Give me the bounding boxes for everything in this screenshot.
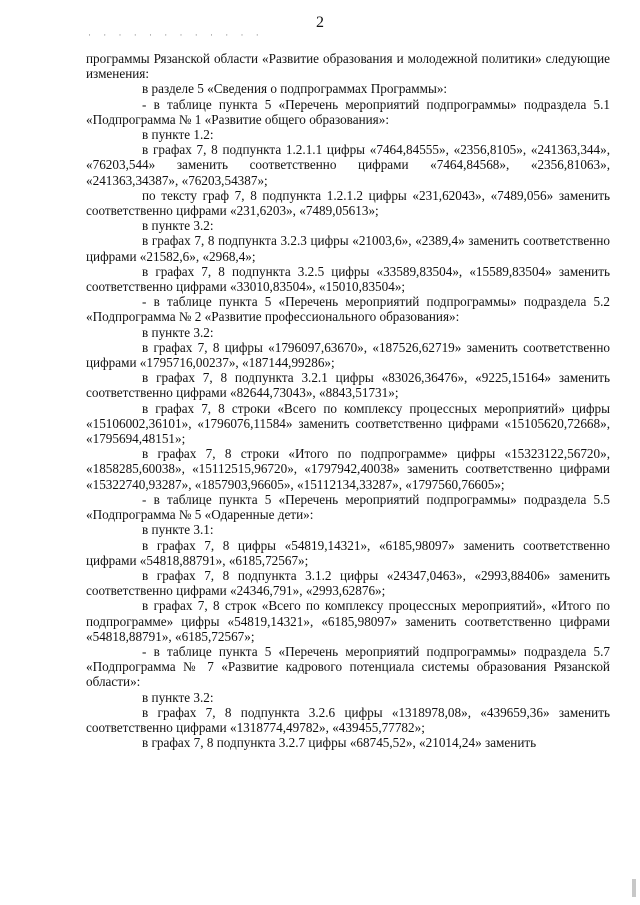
paragraph: программы Рязанской области «Развитие образования и молодежной политики» следующие изменения: xyxy=(86,51,610,82)
paragraph: в графах 7, 8 подпункта 3.1.2 цифры «24347,0463», «2993,88406» заменить соответственно цифрами «24346,791», «2993,62876»; xyxy=(86,567,610,599)
paragraph: в графах 7, 8 строки «Итого по подпрограмме» цифры «15323122,56720», «1858285,60038», «15112515,96720», «1797942,40038» заменить соответственно цифрами «15322740,93287», «1857903,96605», «15112134,33287», «1797560,76605»; xyxy=(86,446,610,492)
paragraph: в графах 7, 8 подпункта 3.2.5 цифры «33589,83504», «15589,83504» заменить соответственно цифрами «33010,83504», «15010,83504»; xyxy=(86,263,610,295)
paragraph: в графах 7, 8 строки «Всего по комплексу процессных мероприятий» цифры «15106002,36101», «1796076,11584» заменить соответственно цифрами «15105620,72668», «1795694,48151»; xyxy=(86,400,610,447)
paragraph: в графах 7, 8 подпункта 3.2.6 цифры «1318978,08», «439659,36» заменить соответственно цифрами «1318774,49782», «439455,77782»; xyxy=(86,704,610,735)
paragraph: - в таблице пункта 5 «Перечень мероприятий подпрограммы» подраздела 5.5 «Подпрограмма № 5 «Одаренные дети»: xyxy=(86,491,610,523)
paragraph: в пункте 3.2: xyxy=(142,689,214,705)
scan-noise-marks: · · · · · · · · · · · · xyxy=(88,30,264,40)
paragraph: в пункте 3.1: xyxy=(142,522,214,538)
paragraph: в графах 7, 8 подпункта 3.2.3 цифры «21003,6», «2389,4» заменить соответственно цифрами «21582,6», «2968,4»; xyxy=(86,233,610,264)
paragraph: в пункте 3.2: xyxy=(142,218,214,234)
paragraph: - в таблице пункта 5 «Перечень мероприятий подпрограммы» подраздела 5.1 «Подпрограмма № 1 «Развитие общего образования»: xyxy=(86,96,610,127)
page-number: 2 xyxy=(316,14,324,31)
paragraph: в графах 7, 8 подпункта 1.2.1.1 цифры «7464,84555», «2356,8105», «241363,344», «76203,544» заменить соответственно цифрами «7464,84568», «2356,81063», «241363,34387», «76203,54387»; xyxy=(86,142,610,188)
paragraph: в графах 7, 8 подпункта 3.2.7 цифры «68745,52», «21014,24» заменить xyxy=(142,735,537,751)
paragraph: в графах 7, 8 цифры «1796097,63670», «187526,62719» заменить соответственно цифрами «1795716,00237», «187144,99286»; xyxy=(86,339,610,371)
document-body xyxy=(86,51,610,750)
paragraph: - в таблице пункта 5 «Перечень мероприятий подпрограммы» подраздела 5.7 «Подпрограмма № 7 «Развитие кадрового потенциала системы образования Рязанской области»: xyxy=(86,643,610,690)
scan-edge-mark xyxy=(632,879,636,897)
paragraph: - в таблице пункта 5 «Перечень мероприятий подпрограммы» подраздела 5.2 «Подпрограмма № 2 «Развитие профессионального образования»: xyxy=(86,294,610,325)
paragraph: в разделе 5 «Сведения о подпрограммах Программы»: xyxy=(142,81,448,97)
paragraph: в графах 7, 8 строк «Всего по комплексу процессных мероприятий», «Итого по подпрограмме» цифры «54819,14321», «6185,98097» заменить соответственно цифрами «54818,88791», «6185,72567»; xyxy=(86,598,610,644)
paragraph: в пункте 1.2: xyxy=(142,127,214,143)
paragraph: в графах 7, 8 цифры «54819,14321», «6185,98097» заменить соответственно цифрами «54818,88791», «6185,72567»; xyxy=(86,537,610,568)
paragraph: по тексту граф 7, 8 подпункта 1.2.1.2 цифры «231,62043», «7489,056» заменить соответственно цифрами «231,6203», «7489,05613»; xyxy=(86,187,610,219)
paragraph: в графах 7, 8 подпункта 3.2.1 цифры «83026,36476», «9225,15164» заменить соответственно цифрами «82644,73043», «8843,51731»; xyxy=(86,370,610,401)
paragraph: в пункте 3.2: xyxy=(142,324,214,340)
